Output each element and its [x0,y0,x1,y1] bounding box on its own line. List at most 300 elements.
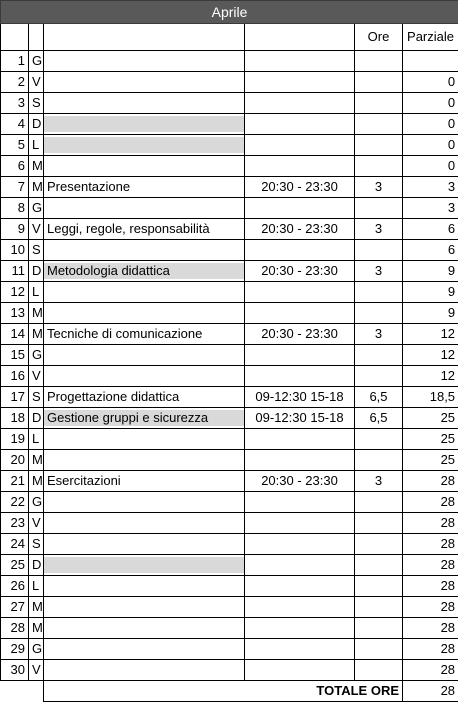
parziale-cell[interactable] [403,135,458,156]
weekday-cell-text: M [32,179,43,194]
time-cell-text: 09-12:30 15-18 [255,410,343,425]
time-cell[interactable] [245,639,355,660]
day-number-cell-text: 27 [11,599,25,614]
weekday-cell[interactable] [29,597,44,618]
activity-cell[interactable] [44,51,245,72]
table-row [1,135,458,156]
day-number-cell-text: 5 [18,137,25,152]
time-cell[interactable] [245,618,355,639]
table-row [1,513,458,534]
weekday-cell[interactable] [29,618,44,639]
weekday-cell[interactable] [29,177,44,198]
activity-cell[interactable] [44,597,245,618]
day-number-cell[interactable] [1,135,29,156]
parziale-cell[interactable] [403,471,458,492]
activity-cell-text: Esercitazioni [47,473,121,488]
parziale-cell-text: 25 [441,452,455,467]
activity-cell[interactable] [44,387,245,408]
weekday-cell-text: V [32,221,41,236]
activity-cell[interactable] [44,135,245,156]
day-number-cell-text: 22 [11,494,25,509]
parziale-cell[interactable] [403,555,458,576]
day-number-cell-text: 6 [18,158,25,173]
weekday-cell-text: L [32,137,39,152]
ore-cell-text: 3 [375,179,382,194]
parziale-cell-text: 28 [441,599,455,614]
activity-cell[interactable] [44,534,245,555]
day-number-cell[interactable] [1,177,29,198]
table-row [1,93,458,114]
table-row [1,408,458,429]
time-cell[interactable] [245,282,355,303]
weekday-cell[interactable] [29,135,44,156]
weekday-cell[interactable] [29,450,44,471]
weekday-cell-text: M [32,158,43,173]
parziale-cell[interactable] [403,597,458,618]
activity-cell[interactable] [44,345,245,366]
time-cell[interactable] [245,156,355,177]
parziale-cell[interactable] [403,492,458,513]
total-value: 28 [403,681,458,702]
ore-cell[interactable] [355,156,403,177]
time-cell[interactable] [245,429,355,450]
time-cell[interactable] [245,114,355,135]
table-row [1,450,458,471]
table-row [1,471,458,492]
weekday-cell-text: G [32,53,42,68]
ore-cell[interactable] [355,618,403,639]
day-number-cell-text: 17 [11,389,25,404]
parziale-cell[interactable] [403,219,458,240]
day-number-cell[interactable] [1,555,29,576]
parziale-cell[interactable] [403,93,458,114]
weekday-cell[interactable] [29,156,44,177]
weekday-cell-text: G [32,200,42,215]
ore-cell[interactable] [355,72,403,93]
day-number-cell-text: 4 [18,116,25,131]
ore-cell[interactable] [355,387,403,408]
parziale-cell-text: 6 [448,221,455,236]
ore-cell[interactable] [355,219,403,240]
parziale-cell[interactable] [403,51,458,72]
parziale-cell[interactable] [403,72,458,93]
activity-cell-text: Tecniche di comunicazione [47,326,202,341]
weekday-cell[interactable] [29,513,44,534]
activity-cell[interactable] [44,660,245,681]
ore-cell-text: 3 [375,326,382,341]
weekday-cell-text: M [32,452,43,467]
ore-cell[interactable] [355,429,403,450]
time-cell[interactable] [245,324,355,345]
parziale-cell[interactable] [403,450,458,471]
time-cell[interactable] [245,177,355,198]
time-cell[interactable] [245,660,355,681]
day-number-cell-text: 19 [11,431,25,446]
weekday-cell[interactable] [29,219,44,240]
table-row [1,198,458,219]
weekday-cell[interactable] [29,72,44,93]
activity-cell-text: Metodologia didattica [47,263,170,278]
parziale-cell[interactable] [403,660,458,681]
ore-cell[interactable] [355,261,403,282]
weekday-cell[interactable] [29,408,44,429]
time-cell[interactable] [245,219,355,240]
parziale-cell[interactable] [403,576,458,597]
time-cell[interactable] [245,240,355,261]
activity-cell-text: Progettazione didattica [47,389,179,404]
total-label: TOTALE ORE [44,681,403,702]
parziale-cell[interactable] [403,639,458,660]
day-number-cell[interactable] [1,93,29,114]
parziale-cell-text: 0 [448,95,455,110]
time-cell[interactable] [245,555,355,576]
day-number-cell[interactable] [1,219,29,240]
ore-cell[interactable] [355,114,403,135]
time-cell[interactable] [245,93,355,114]
day-number-cell[interactable] [1,366,29,387]
ore-cell[interactable] [355,93,403,114]
parziale-cell[interactable] [403,618,458,639]
day-number-cell-text: 25 [11,557,25,572]
weekday-cell[interactable] [29,114,44,135]
header-ore: Ore [355,24,403,51]
weekday-cell[interactable] [29,492,44,513]
weekday-cell-text: M [32,620,43,635]
activity-cell[interactable] [44,261,245,282]
parziale-cell[interactable] [403,114,458,135]
ore-cell[interactable] [355,555,403,576]
parziale-cell-text: 28 [441,536,455,551]
parziale-cell-text: 12 [441,368,455,383]
weekday-cell[interactable] [29,240,44,261]
parziale-cell[interactable] [403,240,458,261]
weekday-cell-text: M [32,305,43,320]
ore-cell[interactable] [355,303,403,324]
parziale-cell[interactable] [403,408,458,429]
parziale-cell-text: 9 [448,263,455,278]
parziale-cell[interactable] [403,366,458,387]
activity-cell[interactable] [44,72,245,93]
parziale-cell[interactable] [403,387,458,408]
table-row [1,72,458,93]
parziale-cell[interactable] [403,324,458,345]
activity-cell[interactable] [44,450,245,471]
parziale-cell-text: 12 [441,326,455,341]
time-cell[interactable] [245,51,355,72]
time-cell[interactable] [245,408,355,429]
day-number-cell[interactable] [1,534,29,555]
weekday-cell-text: G [32,641,42,656]
day-number-cell-text: 2 [18,74,25,89]
day-number-cell[interactable] [1,387,29,408]
activity-cell[interactable] [44,513,245,534]
parziale-cell-text: 28 [441,662,455,677]
time-cell[interactable] [245,387,355,408]
ore-cell[interactable] [355,324,403,345]
weekday-cell[interactable] [29,660,44,681]
table-row [1,597,458,618]
day-number-cell[interactable] [1,324,29,345]
activity-cell[interactable] [44,555,245,576]
ore-cell[interactable] [355,450,403,471]
header-time [245,24,355,51]
weekday-cell-text: V [32,515,41,530]
parziale-cell[interactable] [403,198,458,219]
day-number-cell[interactable] [1,51,29,72]
day-number-cell[interactable] [1,72,29,93]
day-number-cell[interactable] [1,303,29,324]
day-number-cell-text: 29 [11,641,25,656]
parziale-cell[interactable] [403,261,458,282]
parziale-cell-text: 0 [448,137,455,152]
ore-cell[interactable] [355,660,403,681]
weekday-cell[interactable] [29,471,44,492]
weekday-cell-text: G [32,494,42,509]
day-number-cell[interactable] [1,282,29,303]
ore-cell-text: 6,5 [369,389,387,404]
ore-cell[interactable] [355,177,403,198]
time-cell-text: 20:30 - 23:30 [261,473,338,488]
day-number-cell-text: 30 [11,662,25,677]
parziale-cell-text: 28 [441,578,455,593]
weekday-cell-text: G [32,347,42,362]
ore-cell[interactable] [355,492,403,513]
day-number-cell[interactable] [1,660,29,681]
day-number-cell-text: 16 [11,368,25,383]
weekday-cell[interactable] [29,576,44,597]
weekday-cell-text: D [32,557,41,572]
parziale-cell-text: 25 [441,410,455,425]
day-number-cell[interactable] [1,471,29,492]
weekday-cell[interactable] [29,429,44,450]
table-row [1,261,458,282]
activity-cell[interactable] [44,639,245,660]
parziale-cell[interactable] [403,303,458,324]
weekday-cell[interactable] [29,51,44,72]
activity-cell[interactable] [44,366,245,387]
activity-cell[interactable] [44,324,245,345]
day-number-cell-text: 20 [11,452,25,467]
activity-cell[interactable] [44,219,245,240]
activity-cell[interactable] [44,492,245,513]
time-cell[interactable] [245,72,355,93]
parziale-cell-text: 3 [448,200,455,215]
weekday-cell[interactable] [29,345,44,366]
time-cell[interactable] [245,198,355,219]
table-row [1,660,458,681]
weekday-cell[interactable] [29,366,44,387]
day-number-cell[interactable] [1,261,29,282]
title-row [1,1,458,24]
weekday-cell[interactable] [29,261,44,282]
parziale-cell-text: 28 [441,515,455,530]
day-number-cell-text: 10 [11,242,25,257]
day-number-cell[interactable] [1,639,29,660]
weekday-cell-text: L [32,431,39,446]
day-number-cell[interactable] [1,576,29,597]
parziale-cell[interactable] [403,429,458,450]
ore-cell[interactable] [355,198,403,219]
weekday-cell[interactable] [29,282,44,303]
weekday-cell[interactable] [29,324,44,345]
day-number-cell[interactable] [1,240,29,261]
ore-cell-text: 6,5 [369,410,387,425]
time-cell[interactable] [245,135,355,156]
day-number-cell-text: 23 [11,515,25,530]
ore-cell[interactable] [355,513,403,534]
activity-cell-text: Leggi, regole, responsabilità [47,221,210,236]
parziale-cell-text: 12 [441,347,455,362]
weekday-cell[interactable] [29,555,44,576]
day-number-cell-text: 21 [11,473,25,488]
activity-cell[interactable] [44,282,245,303]
month-title: Aprile [1,1,458,24]
weekday-cell-text: D [32,116,41,131]
weekday-cell[interactable] [29,639,44,660]
day-number-cell-text: 24 [11,536,25,551]
day-number-cell-text: 26 [11,578,25,593]
activity-cell[interactable] [44,198,245,219]
table-row [1,177,458,198]
activity-cell[interactable] [44,93,245,114]
parziale-cell-text: 18,5 [430,389,455,404]
table-row [1,51,458,72]
table-row [1,219,458,240]
day-number-cell-text: 28 [11,620,25,635]
table-row [1,429,458,450]
parziale-cell-text: 0 [448,116,455,131]
weekday-cell-text: S [32,536,41,551]
day-number-cell[interactable] [1,114,29,135]
total-row [1,681,458,702]
weekday-cell-text: M [32,599,43,614]
ore-cell[interactable] [355,240,403,261]
ore-cell[interactable] [355,576,403,597]
weekday-cell[interactable] [29,534,44,555]
table-row [1,366,458,387]
activity-cell[interactable] [44,240,245,261]
time-cell-text: 09-12:30 15-18 [255,389,343,404]
time-cell[interactable] [245,345,355,366]
ore-cell[interactable] [355,639,403,660]
weekday-cell[interactable] [29,198,44,219]
ore-cell[interactable] [355,345,403,366]
time-cell-text: 20:30 - 23:30 [261,263,338,278]
ore-cell[interactable] [355,51,403,72]
activity-cell[interactable] [44,408,245,429]
day-number-cell[interactable] [1,198,29,219]
weekday-cell-text: D [32,263,41,278]
day-number-cell[interactable] [1,408,29,429]
day-number-cell-text: 7 [18,179,25,194]
ore-cell-text: 3 [375,263,382,278]
ore-cell[interactable] [355,471,403,492]
weekday-cell-text: D [32,410,41,425]
activity-cell[interactable] [44,114,245,135]
total-blank [1,681,44,702]
table-row [1,618,458,639]
parziale-cell[interactable] [403,156,458,177]
time-cell[interactable] [245,492,355,513]
time-cell[interactable] [245,366,355,387]
time-cell[interactable] [245,303,355,324]
parziale-cell[interactable] [403,513,458,534]
activity-cell[interactable] [44,303,245,324]
parziale-cell[interactable] [403,534,458,555]
ore-cell[interactable] [355,534,403,555]
day-number-cell[interactable] [1,492,29,513]
weekday-cell-text: M [32,473,43,488]
day-number-cell[interactable] [1,450,29,471]
activity-cell[interactable] [44,576,245,597]
time-cell-text: 20:30 - 23:30 [261,326,338,341]
day-number-cell-text: 13 [11,305,25,320]
ore-cell[interactable] [355,135,403,156]
parziale-cell-text: 28 [441,641,455,656]
time-cell[interactable] [245,513,355,534]
weekday-cell[interactable] [29,93,44,114]
weekday-cell-text: L [32,578,39,593]
parziale-cell-text: 6 [448,242,455,257]
ore-cell-text: 3 [375,221,382,236]
day-number-cell-text: 1 [18,53,25,68]
ore-cell[interactable] [355,408,403,429]
parziale-cell[interactable] [403,345,458,366]
parziale-cell[interactable] [403,177,458,198]
ore-cell[interactable] [355,597,403,618]
parziale-cell-text: 3 [448,179,455,194]
activity-cell[interactable] [44,156,245,177]
table-row [1,303,458,324]
time-cell[interactable] [245,576,355,597]
day-number-cell[interactable] [1,513,29,534]
table-row [1,114,458,135]
parziale-cell[interactable] [403,282,458,303]
day-number-cell[interactable] [1,345,29,366]
table-row [1,492,458,513]
ore-cell[interactable] [355,282,403,303]
day-number-cell[interactable] [1,156,29,177]
activity-cell[interactable] [44,618,245,639]
day-number-cell[interactable] [1,618,29,639]
weekday-cell-text: V [32,662,41,677]
ore-cell[interactable] [355,366,403,387]
weekday-cell-text: M [32,326,43,341]
day-number-cell[interactable] [1,429,29,450]
time-cell[interactable] [245,597,355,618]
activity-cell[interactable] [44,177,245,198]
table-row [1,555,458,576]
header-parziale: Parziale [403,24,458,51]
activity-cell-text: Gestione gruppi e sicurezza [47,410,208,425]
time-cell[interactable] [245,450,355,471]
weekday-cell-text: V [32,74,41,89]
time-cell[interactable] [245,534,355,555]
ore-cell-text: 3 [375,473,382,488]
weekday-cell-text: S [32,389,41,404]
day-number-cell[interactable] [1,597,29,618]
parziale-cell-text: 0 [448,74,455,89]
activity-cell[interactable] [44,471,245,492]
weekday-cell[interactable] [29,387,44,408]
time-cell[interactable] [245,471,355,492]
day-number-cell-text: 9 [18,221,25,236]
day-number-cell-text: 14 [11,326,25,341]
weekday-cell[interactable] [29,303,44,324]
time-cell[interactable] [245,261,355,282]
table-row [1,345,458,366]
activity-cell[interactable] [44,429,245,450]
